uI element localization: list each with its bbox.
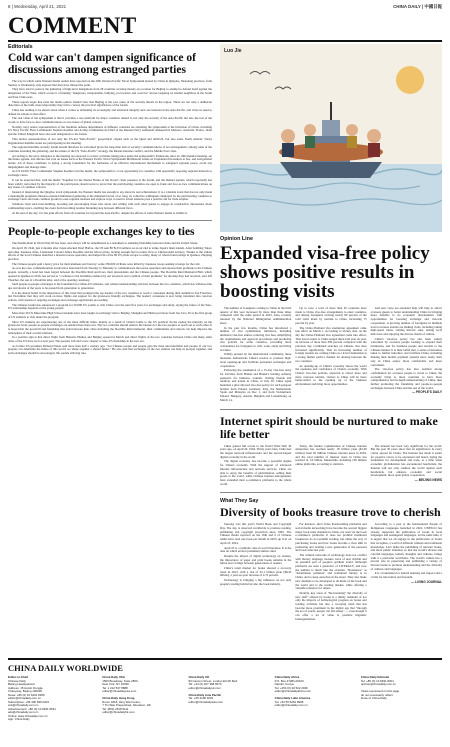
paragraph: According to the navy, delegates to the meeting are expected to review activities taking place under the symposium's framework since its 19th biennial meeting, set the future agenda, and discuss and vote on issues such as the Western Pacific Naval Symposium Multilateral Guide on Unplanned Encounters at Sea, and navigational norms. All of these contribute to laying a strong foundation for the formation of an effective international mechanism to safeguard regional peace, avoid any misjudgment and manage risks. xyxy=(8,153,212,169)
section-title: COMMENT xyxy=(8,13,137,38)
masthead-line: Tel: +65 3138 3033 xyxy=(188,696,214,700)
paragraph: As former US president Richard Nixon said more than half a century ago: "Let Chinese people and people gain the most uncontrollable and people. If our two peoples can determine the future of this world, we shape together a shared future." He also said that exchanges of the two nations can help us prosper together, and such exchanges should be encouraged, life sounds still ring true. xyxy=(8,343,212,356)
what-they-say-headline[interactable]: Diversity of books treasure trove to cherish xyxy=(220,505,441,520)
paragraph: At the end of the day, it is the joint efforts from all countries for beyond the Asia-Pacific, despite the efforts of some Western media to belittle it. xyxy=(12,210,188,215)
masthead-line: Tel: 1 212 537 8888 xyxy=(102,685,128,690)
editorials-kicker: Editorials xyxy=(8,44,33,50)
opinion-byline: — PEOPLE'S DAILY xyxy=(411,390,442,395)
editorial-article-2 xyxy=(8,226,212,356)
section-rule xyxy=(8,40,442,42)
paragraph: That incites representatives of not only the US-led "Indo-Pacific" geopolitical cliques such as the Quad and AUKUS, but also some North Atlantic Treaty Organization member states are participating in the meeting. xyxy=(8,136,212,145)
masthead-line: Beijing Headquarters xyxy=(8,682,35,686)
text-column xyxy=(220,445,291,488)
editorial-body xyxy=(8,242,212,356)
what-they-say-byline: — LIVING JOURNAL xyxy=(411,579,442,584)
masthead-line[interactable]: editor@chinadailyasia.com xyxy=(188,699,224,704)
article-divider xyxy=(220,492,442,493)
masthead-column xyxy=(102,676,183,722)
paragraph: Notably, key areas of "Re-inventing" the diversity of new stuff" offered by books is a timely reminder of not only the impacts of technological progress on books and reading activities but also a worrying trend that has become more prominent in the digital age that "through the era of words, people can fall asleep" — even though it can offer a lot of value to promote linguistic homogenization. xyxy=(295,590,367,621)
masthead-line[interactable]: editor@chinadaily.com.cn xyxy=(8,696,41,700)
masthead-line: 1500 Broadway, Suite 2800, xyxy=(102,678,139,683)
masthead-column xyxy=(188,676,269,722)
text-column xyxy=(295,307,366,404)
masthead-line: Tel: +52 55 5281 9998 xyxy=(274,699,304,704)
illustration-credit: Luo Jie xyxy=(224,48,242,54)
masthead-line: Nairobi, Kenya xyxy=(274,682,294,686)
paragraph: More than 30 US Muscatine High School students have been taught an exchange visit to Beijing, Shanghai and Hebei provinces from Jan 24 to 30 as the first group of US students to visit under the program. xyxy=(8,311,212,319)
masthead-column-head: China Daily Editorial xyxy=(360,675,389,679)
paragraph: And new visas are extended help will help to attract overseas guests to better understanding China in bringing more benefits to its economic development with opportunities for boosting exchange and win-win cooperation. A growing number of foreigners in multiple travel overseas tourists are making visits, including taking high-speed trains, visiting historic sites, tasting local delicacies and enjoying the diverse charm of culture. xyxy=(370,306,442,336)
masthead-line[interactable]: opinion@chinadaily.com.cn xyxy=(360,682,396,686)
text-column xyxy=(220,523,291,622)
paragraph: The China-Thailand visa exemption agreement came into effect on March 1. According to Vickey data, on the day the China-Thailand visa agreement came into effect, Thai travel orders to China surged three-fold year on year, an increase of more than 300 percent compared with the previous day. Combined searches on Chinese visa sites increased significantly. That an increasing number of foreign tourists are coming China as a travel destination is a strong further perfect channel for sharing between the two countries. xyxy=(295,325,367,363)
masthead-line: those of China Daily. xyxy=(360,696,388,700)
masthead-line[interactable]: editor@chinadaily.com.cn xyxy=(274,703,308,707)
opinion-column xyxy=(220,44,442,623)
paragraph: The cultural networks of technology does not conflict with literary language treasure trove of new rhythm and an essential part of people's spiritual world. Although platforms are seen a generator of LITERACY, and now the number is much like the old-man. "Resistance" as "information pollution" and traditional literary is in China, and to keep ourselves in the street. They also make new attempts to be developed to all kinds of the book and the world and to the reading market, while offering a valuable reference for others. xyxy=(295,552,367,591)
paragraph: It is a foundation for natural learning and respect and a cradle for innovation and freedom. xyxy=(370,571,442,580)
paragraph: Up to now, a total of more than 20 countries have made to China visa-free arrangements to enter countries, and among foreigners arriving nearly 80 percent of the total visits made by tourism to China, increasing 75 percent by year. xyxy=(295,306,367,325)
text-column xyxy=(371,523,442,622)
paragraph: The Chinese leader has announced a program for 50,000 US youths to visit China over the next five years for exchanges and study, saying the future of the Sino-US relationship depends on the young people. xyxy=(8,302,212,311)
masthead-line: 7 Tin Wan Praya Road, Aberdeen, HK xyxy=(102,703,151,707)
masthead-columns xyxy=(8,676,442,722)
paragraph: The number of foreigners coming to China in the third quarter of this year increased by more than three times compared with the same period in 2023. Also, recently released by the National Immigration Administration show. xyxy=(220,306,292,325)
paragraph: On April 18, 1942, just 4 months after Japan attacked Pearl Harbor, the US sent 80 B-25 bombers on an air raid to strike Japan's main islands. After bombing Tokyo and other Japanese cities, Lieutenant Colonel James Doolittle and his fellow pilots, lacking enough fuel to return, flew to Chinese-held territory. Thanks to the valiant efforts of the local Chinese launched a massive rescue operation, and helped 64 of the 80 US pilots escape to safety, many of whom found refuge in Quzhou, Zhejiang province. xyxy=(8,245,212,262)
what-they-say-body xyxy=(220,523,442,622)
paragraph: As US Pacific Fleet Commander Stephen Koehler told the media, the symposium is a rare opportunity for countries with apparently opposing regional interests to exchange views. xyxy=(8,169,212,178)
internet-headline[interactable]: Internet spirit should be nurtured to make life better xyxy=(220,413,438,441)
article-divider xyxy=(8,220,212,221)
masthead-line[interactable]: editor@chinadailyafrica.com xyxy=(274,689,311,693)
editorial-body xyxy=(8,80,212,215)
masthead-line: Address: 15 Huixin Dongjie xyxy=(8,685,43,690)
masthead-line: Tel: +86 (0) 10 6491 8201 xyxy=(360,678,394,683)
masthead-line: Advertisement: +86 (0) 10 6491 8631 xyxy=(8,706,56,711)
paragraph: The way in which some Western media outlets have reported on the 20th Western Pacific Naval Symposium hosted by China in Qingdao, Shandong province, from Sunday to Wednesday only exposes that they have missed the point. xyxy=(8,79,212,87)
paragraph: Despite the impact of digital technology on readers, the importance of paper and print books remains in the future and a bridge between generations of readers. xyxy=(220,553,292,566)
masthead-line[interactable]: editor@chinadailyusa.com xyxy=(102,689,137,693)
masthead-line[interactable]: Online: www.chinadaily.com.cn xyxy=(8,713,48,718)
paragraph: Such people-to-people exchanges at the foundation for China-US relations, and cement understanding and trust between the two countries, which has withstood the ups and downs of the years to be passed from generation to generation. xyxy=(8,282,212,290)
masthead-line[interactable]: editor@chinadailyhk.com xyxy=(102,710,135,714)
paragraph: Instead of interpreting the Qingdao naval symposium, the Western media has enough to say about its real achievement. It is a valuable event that has not only made a meaningful pragmatic-mission-oriented multilateral gathering at the ministerial level of so long, its collective willingness displayed by the participating countries to exchange views and seek common ground to ease regional tensions and explore ways to resolve actual tensions pose a positive aid for trade surplus. xyxy=(8,189,212,202)
masthead-line: New York, NY 10036 xyxy=(102,682,129,686)
paragraph: The digital economy has become a powerful engine for China's economy. With the support of advanced Internet infrastructure and network services, China are able to enjoy the benefits of globalization, selling their goods to the world, while Chinese internet entrepreneurs have extended their e-commerce platforms to the whole world. xyxy=(220,459,292,486)
paragraph: In a positive sign is that direct flight from Hainan's Haikou and Beijing opened in March and direct flights of the two countries between China and many other cities of the US have set for next year. The peoples will add a new chapter to Sino-US friendship in the new era. xyxy=(8,335,212,344)
masthead-line[interactable]: editor@chinadailyuk.com xyxy=(188,685,221,690)
paragraph: As opening-up of China's economy shows the world the openness and confidence of China's economy. With China's visa-free policies, expected to attract more and more overseas tourists, visitors to China will be more better-suited to the opening up of the business environment and bring more opportunities. xyxy=(295,363,367,387)
article-divider xyxy=(220,409,442,410)
masthead-column-head: China Daily UK xyxy=(188,675,210,679)
opinion-body xyxy=(220,307,442,404)
masthead-line: News: +86 (0) 10 6491 8366 xyxy=(8,692,45,697)
paragraph: China's visa-free policy has also been widely welcomed by overseas people looking to expand their businesses, and for business people and tourists to the Chinese market. It is their belief that, a series of measures taken to further introduce and facilitate China, including making their mobile payment systems more ready, their stay in China easier, more comfortable and more convenient. xyxy=(370,336,442,367)
paragraph: Since US students are experiencing one of the most difficult times, mainly as a result of China's battle to the US political circles eyeing the majority on the grassroots level, people-to-people exchanges are needed more than ever. The two countries should remove the barriers for the two peoples to reach out to each other. It is hoped that the goodwill and friendship that exist between their cities including the Doolittle Raid memorial, their communities and schools can help improve the atmosphere of their overall relations. xyxy=(8,319,212,335)
editorial-headline[interactable]: Cold war can't dampen significance of discussions among estranged parties xyxy=(8,52,196,76)
masthead-title: CHINA DAILY WORLDWIDE xyxy=(8,663,123,673)
internet-byline: — BEIJING NEWS xyxy=(414,477,442,482)
text-column xyxy=(295,445,366,488)
masthead-line: Chinese Daily xyxy=(8,678,26,683)
page-info: 8 | Wednesday, April 21, 2021 xyxy=(8,4,67,9)
masthead xyxy=(8,658,442,743)
paragraph: It can be expected that, with the theme "Together for the Shared Future of the Ocean", their presence at the forum, and the themed agenda, which reportedly has been widely welcomed by the majority of the participants, should serve to prove that the participating countries are open to frank and face-to-face communications on key issues of common concern. xyxy=(8,177,212,190)
masthead-line: 90 Cannon Street, London EC4N 6HA xyxy=(188,678,238,683)
masthead-line: Views expressed on this page xyxy=(360,689,400,693)
editorial-headline[interactable]: People-to-people exchanges key to ties xyxy=(8,226,195,239)
masthead-column-head: China Daily Africa xyxy=(274,675,300,679)
masthead-line: China Daily Hong Kong xyxy=(102,696,135,700)
paragraph: As was the case, commemoration events have been held from Tuesday to Thursday to commemorate the rescue operation and express their gratitude to the Chinese people. Actually, a bond has been forged between the Doolittle Raid survivors, their descendants and the Chinese people. The Doolittle Raid Memorial Hall, which opened in Quzhou in 2016, has served as "a witness to the hardships endured by our ancestors and a symbol of their gratitude" for the help they had received, said Jeff Thatcher, the son of a Doolittle pilot, said at the opening ceremony. xyxy=(8,266,212,282)
masthead-line: Tel: +254 (0) 20 522 2046 xyxy=(274,685,308,690)
paragraph: In the past few months, China has introduced a number of visa optimization initiatives, including unilateral visa-free entries, reducing visa fees, simplifying the requirements and approval procedures and producing visa policies for some countries, providing more convenience for foreigners to visit, work, study and living in China. xyxy=(220,325,292,352)
paragraph: For instance, short video livestreaming platforms and social media networking have become the several biggest major book sales channels in China, not seen via the book e-commerce platforms. It does not prohibit traditional bookstores do not prohibit reading, but rather the way of purchasing books and how books become a clear shift in promoting and reading a new generation of the personal and book sales last year. xyxy=(295,522,367,553)
paragraph: The visa-free policy has also enabled strong confirmation for overseas people to travel to China, the economy bring to more countries to have more comprehensive and in-depth understanding of China, thus further promoting the friendship and people-to-people exchanges between China and the rest of the world. xyxy=(370,367,442,390)
masthead-line[interactable]: ads@chinadaily.com.cn xyxy=(8,710,39,714)
masthead-line: China Daily Asia Pacific xyxy=(188,692,222,697)
masthead-line: China Daily Latin America xyxy=(274,696,311,700)
brand-name: CHINA DAILY | 中國日報 xyxy=(393,4,442,9)
masthead-line: Chaoyang, Beijing 100029 xyxy=(8,689,42,693)
paragraph: The internet has been very significant for the world. But the past 30 years show that its significance in every corner spread far China. The Internet has made it easier for people's voices to be expressed and heard, laying the foundation for development and trade, at a time when economic globalization has encountered headwinds, the internet will not only cushion the world against such headwinds, but enhance economic and social development, more open global cooperation. xyxy=(370,443,442,478)
paragraph: Notably, navy senior representatives of the maritime defense departments of different countries are attending the symposium at the invitation of China, including US Navy Pacific Fleet Commander Stephen Koehler and Acting Commander-in-Chief of the Russian Navy Aleksandr Alekseevich Moiseev, Australia, France, India and the United Kingdom have also sent delegations to the forum. xyxy=(8,124,212,137)
text-column xyxy=(295,523,366,622)
paragraph: The Chinese people paid a heavy price for their kindness and bravery: some 250,000 civilians were killed by Japanese troops seeking revenge for the raid. xyxy=(12,261,200,266)
paragraph: China has nothing to be shown about when it comes to defending its sovereignty and territorial integrity and core interests in the Asia-Pacific, and it has no need to defend its actions to that effect. xyxy=(8,107,212,116)
editorial-article-1 xyxy=(8,52,212,215)
paragraph: China's retail market for books showed a recovery trend in 2023, with a rise of 61.1 billion yuan ($8.43 billion), a year-on-year increase of 4.72 percent. xyxy=(220,566,292,578)
editorials-column xyxy=(8,44,212,357)
text-column xyxy=(371,445,442,488)
editorial-illustration xyxy=(220,44,442,232)
masthead-column xyxy=(8,676,97,722)
masthead-column-head: China Daily USA xyxy=(102,675,125,679)
masthead-column-head: Editor-in-Chief xyxy=(8,675,29,679)
text-column xyxy=(371,307,442,404)
illustration-art xyxy=(220,44,442,232)
masthead-line: do not necessarily reflect xyxy=(360,692,393,697)
paragraph: The real value of the symposium is that it provides a rare platform for major countries related to not only the security of the Asia-Pacific but also the rest of the world, to have face-to-face communications on core issues of global concern. xyxy=(8,116,212,125)
masthead-line: Tel: +44 (0) 207 398 8270 xyxy=(188,682,222,686)
paragraph: It is the shared belief in the importance of this bond that prompted the top leaders of the two countries to reach a consensus during their summit in San Francisco last November that they will work on more flights and support for the grassroots friendly exchanges. The leaders' consensus is now being translated into concrete actions, with dozens of ongoing exchanges and exchange applications proceeding. xyxy=(8,290,212,303)
paragraph: According to a post at the International People of Indigenous Languages launched in 2022, UNESCO has already supported the publication of books in local languages and endangered languages. At the same time, it is urgent that we all engage in the publication of books that recognize, a world of different cultures and traditional knowledge. Let's make the publishing of relevant books, and more public attention, so that the world's diverse and colorful languages, beliefs, thoughts and cultures, brings with it a particular worldview. The world's culture has a pivotal role in preserving and publishing a variety of diverse books to promote understanding and the diversity of cultures and languages. xyxy=(370,522,442,571)
masthead-line: Room 1818, Hing Wai Centre, xyxy=(102,699,141,704)
paragraph: Following the resumption of a 15-day visa-free entry for travelers from Brunei and Brunei's holding ordinary passports for business, tourism, visiting friends and relatives and transit in China, in July 30, China again launched a pilot allowed visa-free policy for such passport holders from Poland, Germany, Italy, the Netherlands, Spain and Malaysia on Dec 1, and from Switzerland, Ireland, Hungary, Austria, Belgium and Luxembourg on March 14. xyxy=(220,368,292,402)
paragraph: Technology is bringing a big influence on not only people's reading habits but also the book industry. xyxy=(220,578,292,586)
paragraph: Tuesday was this year's World Book and Copyright Day. The day, is observed worldwide to promote reading, publishing and copyright protection since 1995. The Chinese media reported on the 16th and 6 of Chinese adults have read one book per month in 2023, up 0.41 on April 23, 2024. xyxy=(220,522,292,545)
masthead-line[interactable]: sub@chinadaily.com.cn xyxy=(8,703,39,707)
masthead-line: Tel: (852) 2518 5111 xyxy=(102,706,129,711)
opinion-kicker: Opinion Line xyxy=(220,236,253,242)
masthead-column xyxy=(275,676,356,722)
paragraph: They have tried to portray the gathering of high-level delegations from 28 countries as being merely an occasion for Beijing to attempt to defend itself against the allegations of the West, which accuse it of making "dangerous, irresponsible, bullying, provocative and coercive" moves targeting its smaller neighbors in the South and East China seas. xyxy=(8,87,212,99)
what-they-say-kicker: What They Say xyxy=(220,498,259,505)
masthead-line: Subscription: +86 400 699 0203 xyxy=(8,699,49,704)
paragraph: These reports argue that even the media outlets framed view that Beijing is the root cause of the security threats in the region. There are not only a deliberate distortion of the truth, more importantly they fail to convey the practical significance of the forum. xyxy=(8,99,212,108)
paragraph: April 23 is a symbolic date in world literature. It is the date on which several prominent authors died. xyxy=(220,545,292,554)
paragraph: Widely praised by the international community, these measures demonstrate China's resolve to promote high-level opening-up and facilitate personnel exchanges and cooperation. xyxy=(220,352,292,368)
internet-body xyxy=(220,445,442,488)
masthead-column xyxy=(361,676,442,722)
opinion-headline[interactable]: Expanded visa-free policy shows positive results in boosting visits xyxy=(220,243,430,302)
paragraph: Solutions from such trust-building, boosting and encouraging those who stress and willing with each other guests to engage in constructive discussions about commanding topics, enabling the event from becoming another hindering step between different blocs. xyxy=(8,202,212,210)
paragraph: Today, the market capitalization of Chinese internet enterprises has reached nearly 18 trillion yuan ($2.48 trillion) from 92 million Chinese internet users in 2003, and the total number of internet users in China has reached in 1.9 billion. Meanwhile, including 100 million online platforms, according to statistics. xyxy=(295,443,367,467)
masthead-line: App: China Daily xyxy=(8,717,30,721)
masthead-line: P.O. Box 27281-00100 xyxy=(274,678,304,683)
paragraph: The Double Rant in World Way III has been, and always will be remembered as a testament to enduring friendship between China and the United States. xyxy=(12,241,199,246)
text-column xyxy=(220,307,291,404)
paragraph: The regional maritime security forum should therefore be welcomed given the long-time lack of security communications, if not estrangement, among some of the countries attending the gathering, and the nature of the US "Indo-Pacific" strategy, the Russia-Ukraine conflict, and the Middle East crisis. xyxy=(8,145,212,153)
paragraph: China gained full access to the World Wide Web 30 years ago, on April 20, 1994. Thirty years later, China has the largest network infrastructure and the second-largest digital economy in the world. xyxy=(220,443,292,459)
